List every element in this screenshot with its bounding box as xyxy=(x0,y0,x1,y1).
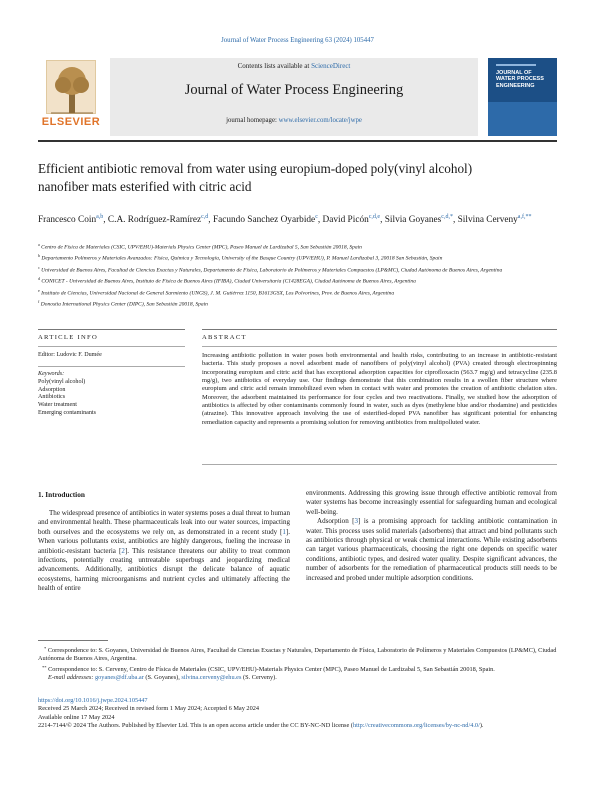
author-name[interactable]: Francesco Coin xyxy=(38,215,97,225)
journal-header xyxy=(38,58,557,136)
elsevier-logo[interactable] xyxy=(38,58,104,136)
affiliation-mark: d xyxy=(38,276,40,282)
cover-title-line: ENGINEERING xyxy=(496,82,535,89)
homepage-prefix: journal homepage: xyxy=(226,117,279,124)
journal-title: Journal of Water Process Engineering xyxy=(184,82,404,98)
affiliation-item xyxy=(38,298,557,309)
footnote-cerveny xyxy=(38,664,557,674)
abstract-text: Increasing antibiotic pollution in water poses both environmental and health risks, contributing to an increase in antibiotic-resistant bacteria. This study proposes a novel adsorbent made of nanofibers of poly(vinyl alcohol) (PVA) created through electrospinning incorporating europium and citric acid that has exceptional adsorption capacities for ciprofloxacin (563.7 mg/g) and tetracycline (235.8 mg/g), two antibiotics of everyday use. Our findings demonstrate that this combination results in a swollen fiber structure where europium and citric acid remain immobilized even when in contact with water and promotes the creation of antibiotic chelation sites. Moreover, the adsorbent maintained its performance for four cycles and two reactivations. Finally, we studied how the adsorption of antibiotics is affected by other contaminants commonly found in water, such as dyes (methylene blue and/or rhodamine) and pesticides (atrazine). This innovative approach involving the use of esterified-doped PVA nanofiber has significant potential for enhancing remediation capacity and represents a promising solution for removing antibiotics from multipolluted water. xyxy=(202,352,557,426)
license-line xyxy=(38,722,557,730)
affiliation-text: Instituto de Ciencias, Universidad Nacional de General Sarmiento (UNGS), J. M. Gutiérrez 1150, B1613GSX, Los Polvorines, Prov. de Buenos Aires, Argentina xyxy=(41,290,395,297)
author-name[interactable]: Silvina Cerveny xyxy=(457,215,518,225)
keyword-list xyxy=(38,379,185,418)
reference-link[interactable]: 3 xyxy=(354,517,359,526)
abstract-end-rule xyxy=(202,464,557,465)
footnote-goyanes xyxy=(38,645,557,664)
reference-link[interactable]: 2 xyxy=(121,546,125,555)
affiliation-mark: e xyxy=(38,287,40,293)
affiliation-list xyxy=(38,241,557,309)
author-separator: , xyxy=(208,215,213,225)
abstract-rule xyxy=(202,329,557,330)
affiliation-mark: c xyxy=(38,264,40,270)
email-link-cerveny[interactable]: silvina.cerveny@ehu.es xyxy=(181,673,242,681)
footnote-mark: ** xyxy=(42,664,47,670)
article-info-heading: ARTICLE INFO xyxy=(38,334,99,341)
email-label: E-mail addresses: xyxy=(48,673,94,681)
affiliation-text: CONICET - Universidad de Buenos Aires, Instituto de Física de Buenos Aires (IFIBA), Ciudad Universitaria (C1428EGA), Ciudad Autónoma de Buenos Aires, Argentina xyxy=(41,278,416,285)
footnotes xyxy=(38,645,557,682)
sciencedirect-link[interactable]: ScienceDirect xyxy=(311,62,351,70)
article-title: Efficient antibiotic removal from water using europium-doped poly(vinyl alcohol) nanofiber mats esterified with citric acid xyxy=(38,161,473,194)
author-separator: , xyxy=(103,215,108,225)
affiliation-item xyxy=(38,264,557,275)
author-name[interactable]: Silvia Goyanes xyxy=(384,215,442,225)
footnote-mark: * xyxy=(44,646,47,651)
author-list xyxy=(38,210,557,227)
author-affiliation-mark[interactable]: c xyxy=(315,214,318,220)
cover-band xyxy=(488,102,557,136)
text-run: The widespread presence of antibiotics in water systems poses a dual threat to human and environmental health. These pharmaceuticals leak into our water sources, impacting both ourselves and the ecosystems we rely on, as demonstrated in a recent study [ xyxy=(38,509,290,536)
author-name[interactable]: Facundo Sanchez Oyarbide xyxy=(212,215,316,225)
author-separator: , xyxy=(317,215,323,225)
text-run: Adsorption [ xyxy=(317,517,355,526)
homepage-link[interactable]: www.elsevier.com/locate/jwpe xyxy=(278,117,362,124)
license-link[interactable]: http://creativecommons.org/licenses/by-nc-nd/4.0/ xyxy=(352,721,480,729)
journal-citation[interactable]: Journal of Water Process Engineering 63 (2024) 105447 xyxy=(221,37,374,44)
intro-right-column xyxy=(306,489,557,583)
reference-link[interactable]: 1 xyxy=(282,527,286,536)
affiliation-item xyxy=(38,275,557,286)
header-rule xyxy=(38,140,557,142)
intro-paragraph xyxy=(38,509,290,594)
article-info-rule xyxy=(38,329,185,330)
keyword-item: Poly(vinyl alcohol) xyxy=(38,378,86,385)
affiliation-text: Universidad de Buenos Aires, Facultad de Ciencias Exactas y Naturales, Departamento de Física, Laboratorio de Polímeros y Materiales Compuestos (LP&MC), Ciudad Autónoma de Buenos Aires, Argentina xyxy=(41,267,503,274)
intro-paragraph: environments. Addressing this growing issue through effective antibiotic removal from water systems has become increasingly essential for safeguarding human and ecological well-being. xyxy=(306,489,557,516)
author-affiliation-mark[interactable]: c,d,e xyxy=(368,214,381,220)
email-owner: (S. Cerveny). xyxy=(241,673,277,681)
footnote-rule xyxy=(38,640,108,641)
editor-divider xyxy=(38,366,185,367)
cover-title-line: WATER PROCESS xyxy=(496,76,544,83)
article-info-divider xyxy=(38,346,185,347)
email-line xyxy=(38,674,557,682)
received-dates: Received 25 March 2024; Received in revised form 1 May 2024; Accepted 6 May 2024 xyxy=(38,705,260,713)
author-separator: , xyxy=(380,215,385,225)
license-text: 2214-7144/© 2024 The Authors. Published by Elsevier Ltd. This is an open access article under the CC BY-NC-ND license ( xyxy=(38,721,353,729)
affiliation-item xyxy=(38,287,557,298)
keyword-item: Water treatment xyxy=(38,402,77,409)
author-affiliation-mark[interactable]: c,d,* xyxy=(441,214,453,220)
publisher-name: ELSEVIER xyxy=(41,116,101,128)
keywords-label: Keywords: xyxy=(38,371,65,377)
affiliation-text: Donostia International Physics Center (DIPC), San Sebastián 20018, Spain xyxy=(40,301,208,308)
editor-line: Editor: Ludovic F. Dumée xyxy=(38,352,102,358)
author-name[interactable]: C.A. Rodríguez-Ramírez xyxy=(107,215,202,225)
online-date: Available online 17 May 2024 xyxy=(38,713,115,721)
abstract-divider xyxy=(202,346,557,347)
footnote-text: Correspondence to: S. Cerveny, Centro de Física de Materiales (CSIC, UPV/EHU)-Materials Physics Center (MPC), Paseo Manuel de Lardizabal 5, San Sebastián 20018, Spain. xyxy=(48,665,495,673)
abstract-heading: ABSTRACT xyxy=(202,334,247,341)
journal-banner xyxy=(110,58,478,136)
cover-title xyxy=(496,70,552,89)
affiliation-mark: f xyxy=(38,299,40,305)
publication-info xyxy=(38,697,557,730)
affiliation-text: Departamento Polímeros y Materiales Avanzados: Física, Química y Tecnología, University of the Basque Country (UPV/EHU), P. Manuel Lardizabal 3, 20018 San Sebastián, Spain xyxy=(41,255,443,262)
footnote-text: Correspondence to: S. Goyanes, Universidad de Buenos Aires, Facultad de Ciencias Exactas y Naturales, Departamento de Física, Laboratorio de Polímeros y Materiales Compuestos (LP&MC), Ciudad Autónoma de Buenos Aires, Argentina. xyxy=(38,647,557,663)
doi-link[interactable]: https://doi.org/10.1016/j.jwpe.2024.105447 xyxy=(38,697,148,704)
affiliation-mark: a xyxy=(38,242,40,247)
contents-prefix: Contents lists available at xyxy=(237,62,312,70)
email-link-goyanes[interactable]: goyanes@df.uba.ar xyxy=(95,673,144,681)
cover-title-line: JOURNAL OF xyxy=(496,70,532,76)
text-run: ]. This resistance threatens our ability to treat common infections, potentially creating untreatable superbugs and jeopardizing medical advancements. Additionally, antibiotics disrupt the delicate balance of aquatic ecosystems, harming microorganisms and nutrient cycles and ultimately affecting the health of entire xyxy=(38,546,290,593)
license-text: ). xyxy=(479,721,484,729)
cover-accent-bar xyxy=(496,64,536,66)
contents-line xyxy=(110,62,478,70)
intro-paragraph xyxy=(306,517,557,583)
author-affiliation-mark[interactable]: a,f,** xyxy=(517,214,532,220)
intro-heading: 1. Introduction xyxy=(38,490,85,499)
email-owner: (S. Goyanes), xyxy=(143,673,182,681)
text-run: ]. When various pollutants exist, antibiotics are highly dangerous, fueling the increase in antibiotic-resistant bacteria [ xyxy=(38,527,290,555)
affiliation-mark: b xyxy=(38,253,40,259)
journal-cover-thumbnail[interactable] xyxy=(488,58,557,136)
author-affiliation-mark[interactable]: c,d xyxy=(201,214,209,220)
affiliation-text: Centro de Física de Materiales (CSIC, UPV/EHU)-Materials Physics Center (MPC), Paseo Manuel de Lardizabal 5, San Sebastián 20018, Spain xyxy=(41,244,362,251)
tree-emblem-icon xyxy=(46,60,96,114)
intro-left-column xyxy=(38,509,290,594)
affiliation-item xyxy=(38,241,557,252)
author-affiliation-mark[interactable]: a,b xyxy=(96,214,104,220)
keyword-item: Emerging contaminants xyxy=(38,409,96,416)
text-run: ] is a promising approach for tackling antibiotic contamination in water. This process uses solid materials (adsorbents) that attract and bind pollutants such as antibiotics through physical or weak chemical interactions. While existing adsorbents can target various pharmaceuticals, choosing the right one depends on specific water conditions, antibiotic types, and desired water quality. Despite significant advances, the number of adsorbents for the remediation of pharmaceutical products still needs to be increased and probed under multiple adsorption conditions. xyxy=(306,517,557,582)
keywords-block xyxy=(38,371,185,418)
keyword-item: Adsorption xyxy=(38,386,66,393)
homepage-line xyxy=(110,117,478,124)
affiliation-item xyxy=(38,252,557,263)
keyword-item: Antibiotics xyxy=(38,394,66,401)
author-name[interactable]: David Picón xyxy=(322,215,369,225)
author-separator: , xyxy=(452,215,458,225)
